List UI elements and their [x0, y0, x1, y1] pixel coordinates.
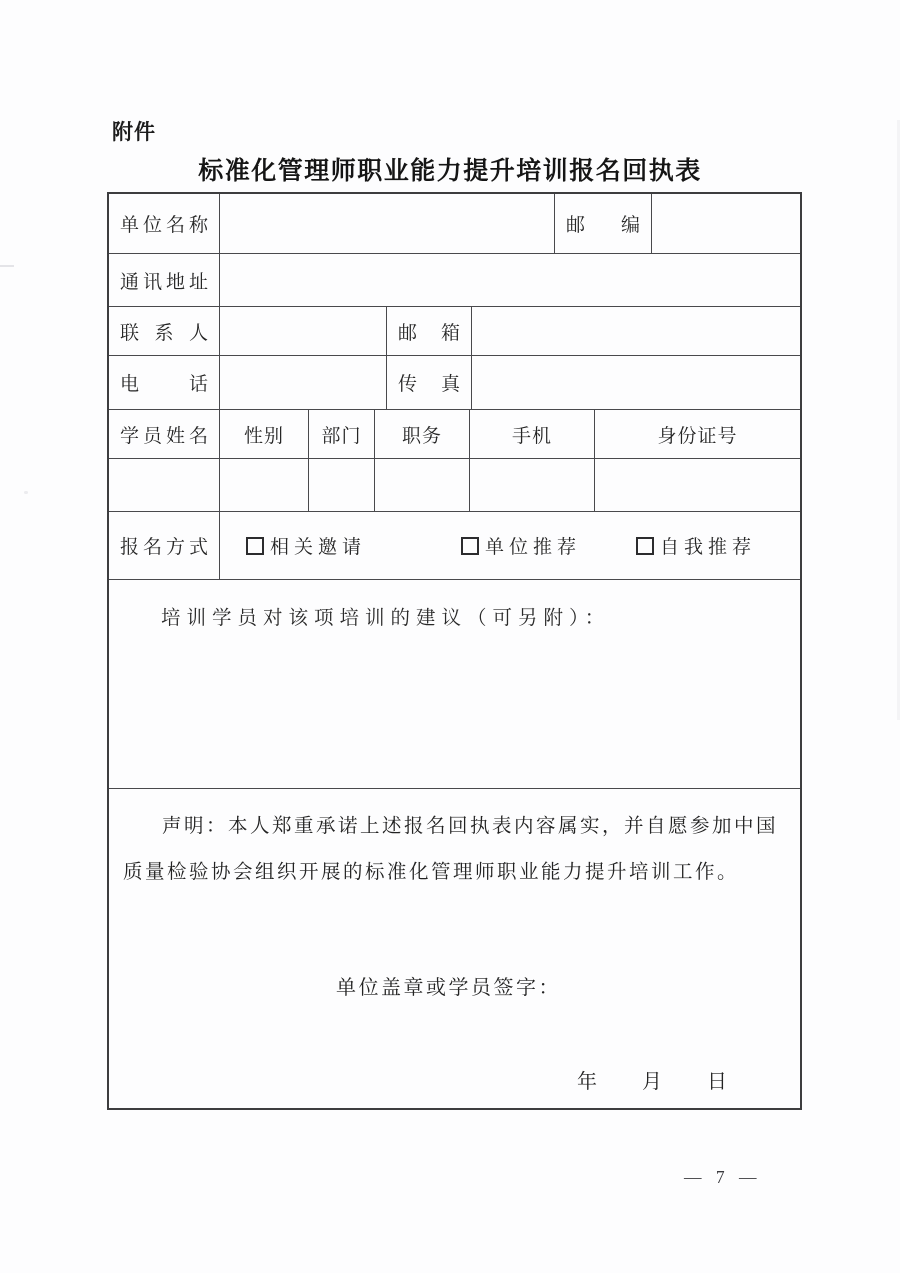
signature-label: 单位盖章或学员签字： [336, 977, 561, 999]
month-label: 月 [642, 1071, 662, 1093]
registration-method-label: 报名方式 [109, 512, 220, 579]
department-header: 部门 [309, 410, 375, 458]
attachment-label: 附件 [112, 120, 156, 144]
mailbox-label: 邮箱 [387, 307, 472, 355]
contact-label: 联系人 [109, 307, 220, 355]
declaration-text: 声明：本人郑重承诺上述报名回执表内容属实，并自愿参加中国质量检验协会组织开展的标准化管理师职业能力提升培训工作。 [123, 816, 779, 883]
suggestion-label: 培训学员对该项培训的建议（可另附）： [161, 608, 611, 629]
date-line [577, 1065, 727, 1094]
mailbox-field [472, 307, 800, 355]
scan-artifact [0, 265, 14, 267]
contact-field [220, 307, 387, 355]
option-unit-recommendation [461, 532, 581, 559]
declaration-area [109, 789, 800, 1108]
unit-name-label: 单位名称 [109, 194, 220, 253]
year-label: 年 [577, 1071, 597, 1093]
option-label: 单位推荐 [485, 537, 582, 558]
row-registration-method [109, 512, 800, 580]
position-field [375, 459, 470, 511]
fax-label: 传真 [387, 356, 472, 409]
student-name-header: 学员姓名 [109, 410, 220, 458]
address-field [220, 254, 800, 306]
fax-field [472, 356, 800, 409]
row-declaration [109, 789, 800, 1108]
mobile-header: 手机 [470, 410, 595, 458]
id-number-header: 身份证号 [657, 425, 738, 447]
row-address [109, 254, 800, 307]
postcode-field [652, 194, 800, 253]
form-title: 标准化管理师职业能力提升培训报名回执表 [198, 158, 702, 185]
option-label: 相关邀请 [270, 537, 367, 558]
position-header: 职务 [375, 410, 470, 458]
row-student-headers [109, 410, 800, 459]
checkbox-icon [636, 537, 654, 555]
department-field [309, 459, 375, 511]
checkbox-icon [461, 537, 479, 555]
postcode-label: 邮编 [555, 194, 652, 253]
row-student-entry [109, 459, 800, 512]
id-number-field [595, 459, 800, 511]
row-unit-name [109, 194, 800, 254]
registration-options [220, 512, 800, 579]
option-self-recommendation [636, 532, 756, 559]
gender-header: 性别 [220, 410, 309, 458]
row-contact [109, 307, 800, 356]
option-invitation [246, 532, 366, 559]
checkbox-icon [246, 537, 264, 555]
address-label: 通讯地址 [109, 254, 220, 306]
row-suggestion [109, 580, 800, 789]
option-label: 自我推荐 [660, 537, 757, 558]
phone-label: 电话 [109, 356, 220, 409]
gender-field [220, 459, 309, 511]
scan-artifact [24, 491, 28, 494]
unit-name-field [220, 194, 555, 253]
mobile-field [470, 459, 595, 511]
registration-form-table [107, 192, 802, 1110]
day-label: 日 [707, 1071, 727, 1093]
suggestion-area [109, 580, 800, 788]
page-number: — 7 — [684, 1167, 759, 1187]
phone-field [220, 356, 387, 409]
row-phone [109, 356, 800, 410]
student-name-field [109, 459, 220, 511]
